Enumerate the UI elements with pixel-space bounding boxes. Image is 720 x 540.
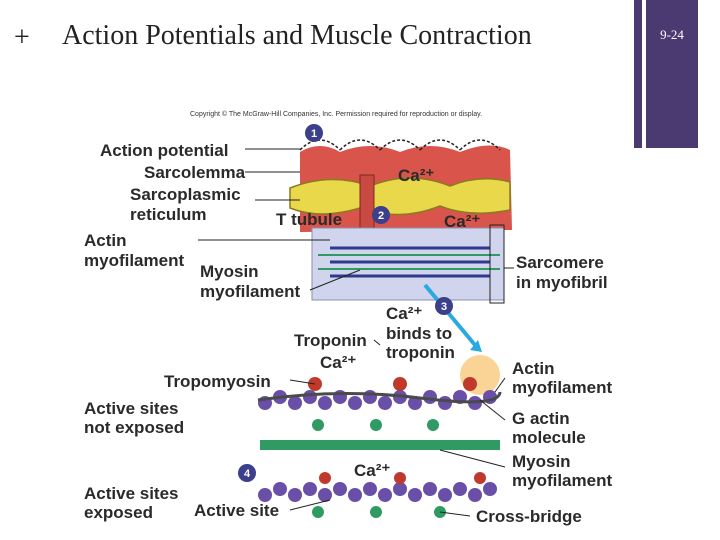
label-ca-3: Ca²⁺ bbox=[320, 353, 357, 372]
label-myosin-right-2: myofilament bbox=[512, 471, 613, 490]
label-sarcolemma: Sarcolemma bbox=[144, 163, 246, 182]
label-action-potential: Action potential bbox=[100, 141, 229, 160]
step-badge-2 bbox=[372, 206, 390, 224]
svg-text:3: 3 bbox=[440, 301, 448, 313]
label-myosin-2: myofilament bbox=[200, 282, 301, 301]
step-badge-3 bbox=[435, 297, 453, 315]
figure-copyright: Copyright © The McGraw-Hill Companies, Inc. Permission required for reproduction or display. bbox=[190, 111, 483, 118]
myofibril-block bbox=[312, 228, 504, 300]
label-active-not-1: Active sites bbox=[84, 399, 179, 418]
actin-filament-bottom bbox=[258, 482, 497, 502]
label-cross-bridge: Cross-bridge bbox=[476, 507, 582, 526]
label-actin-1: Actin bbox=[84, 231, 127, 250]
label-actin-right-1: Actin bbox=[512, 359, 555, 378]
svg-text:2: 2 bbox=[377, 210, 385, 222]
label-ca-4: Ca²⁺ bbox=[354, 461, 391, 480]
slide-number: 9-24 bbox=[660, 27, 684, 42]
myosin-heads-middle bbox=[312, 419, 439, 431]
step-badge-1 bbox=[305, 124, 323, 142]
troponin-complexes bbox=[308, 377, 477, 391]
label-active-site: Active site bbox=[194, 501, 280, 520]
label-tropomyosin: Tropomyosin bbox=[164, 372, 271, 391]
label-active-not-2: not exposed bbox=[84, 418, 185, 437]
label-sarcomere-1: Sarcomere bbox=[516, 253, 604, 272]
slide-title: Action Potentials and Muscle Contraction bbox=[62, 20, 532, 51]
t-tubule bbox=[360, 175, 374, 233]
label-actin-2: myofilament bbox=[84, 251, 185, 270]
label-ca-2: Ca²⁺ bbox=[444, 212, 481, 231]
label-gactin-2: molecule bbox=[512, 428, 586, 447]
label-myosin-1: Myosin bbox=[200, 262, 259, 281]
label-myosin-right-1: Myosin bbox=[512, 452, 571, 471]
label-sarcoplasmic-1: Sarcoplasmic bbox=[130, 185, 241, 204]
label-troponin: Troponin bbox=[294, 331, 367, 350]
svg-text:4: 4 bbox=[243, 468, 251, 480]
label-ca-binds-1: Ca²⁺ bbox=[386, 304, 423, 323]
myosin-heads-bottom bbox=[312, 506, 446, 518]
label-active-exposed-2: exposed bbox=[84, 503, 153, 522]
label-t-tubule: T tubule bbox=[276, 210, 343, 229]
label-gactin-1: G actin bbox=[512, 409, 570, 428]
title-bullet: + bbox=[14, 22, 30, 53]
label-sarcomere-2: in myofibril bbox=[516, 273, 608, 292]
label-sarcoplasmic-2: reticulum bbox=[130, 205, 207, 224]
svg-text:1: 1 bbox=[310, 128, 318, 140]
label-actin-right-2: myofilament bbox=[512, 378, 613, 397]
label-active-exposed-1: Active sites bbox=[84, 484, 179, 503]
label-ca-1: Ca²⁺ bbox=[398, 166, 435, 185]
label-ca-binds-2: binds to bbox=[386, 324, 453, 343]
label-ca-binds-3: troponin bbox=[386, 343, 455, 362]
step-badge-4 bbox=[238, 464, 256, 482]
